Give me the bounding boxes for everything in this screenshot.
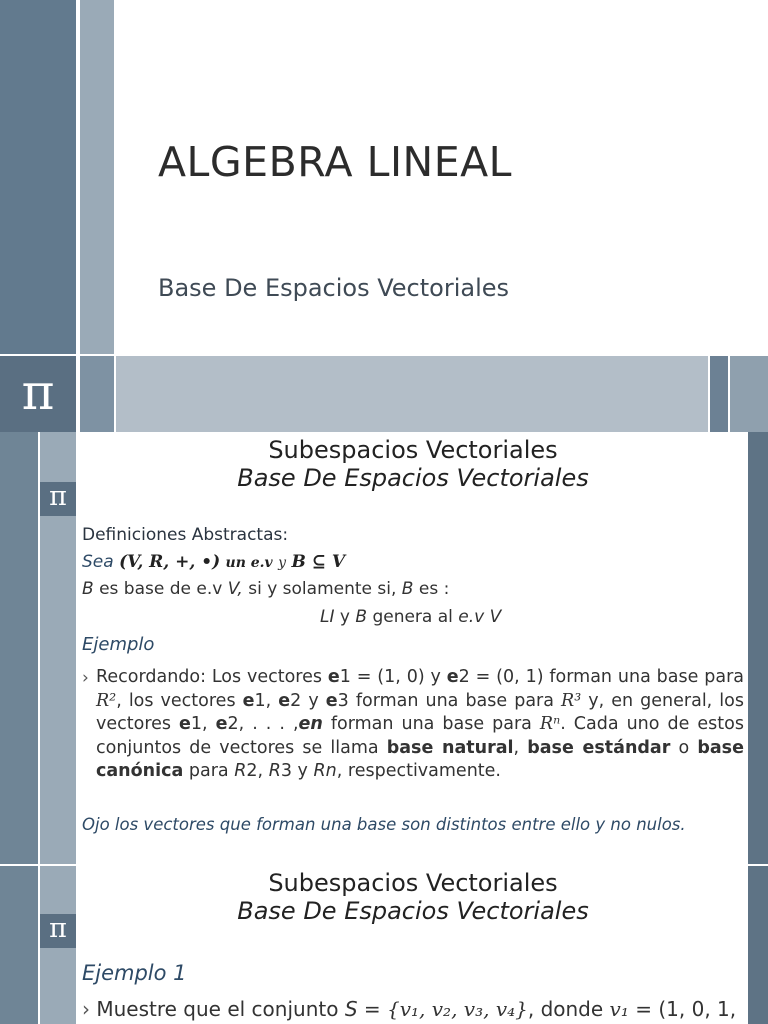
base-definition-line: B es base de e.v V, si y solamente si, B es : xyxy=(82,579,450,599)
example-paragraph: Recordando: Los vectores e1 = (1, 0) y e2 = (0, 1) forman una base para R², los vectores e1, e2 y e3 forman una base para R³ y, en general, los vectores e1, e2, . . . ,en forman una base para Rⁿ. Cada uno de estos conjuntos de vectores se llama base natural, base estándar o base canónica para R2, R3 y Rn, respectivamente. xyxy=(96,667,744,781)
slide1-subtitle: Base De Espacios Vectoriales xyxy=(158,274,510,302)
slide2-side-dark xyxy=(0,432,38,864)
slide2-title: Subespacios Vectoriales xyxy=(268,436,558,464)
slide3-subtitle: Base De Espacios Vectoriales xyxy=(237,897,589,925)
ojo-note: Ojo los vectores que forman una base son distintos entre ello y no nulos. xyxy=(82,815,686,834)
slide3-side-dark xyxy=(0,866,38,1024)
definitions-heading: Definiciones Abstractas: xyxy=(82,525,289,545)
band-block-c xyxy=(710,356,728,432)
slide3-title: Subespacios Vectoriales xyxy=(268,869,558,897)
slide3-pi-icon: π xyxy=(40,914,76,948)
band-block-d xyxy=(730,356,768,432)
band-block-b xyxy=(116,356,708,432)
slide1-light-bar xyxy=(80,0,114,354)
slide3-right-bar xyxy=(748,866,768,1024)
li-genera-line: LI y B genera al e.v V xyxy=(320,607,502,627)
example1-line: › Muestre que el conjunto S = {v₁, v₂, v₃, v₄}, donde v₁ = (1, 0, 1, xyxy=(82,997,737,1021)
slide1-dark-bar xyxy=(0,0,76,354)
pi-icon: π xyxy=(0,356,76,432)
slide-divider xyxy=(0,864,768,866)
slide2-right-bar xyxy=(748,432,768,864)
band-block-a xyxy=(80,356,114,432)
sea-line: Sea (V, R, +, •) un e.v y B ⊆ V xyxy=(82,552,346,572)
ejemplo-heading: Ejemplo xyxy=(82,634,155,655)
slide2-subtitle: Base De Espacios Vectoriales xyxy=(237,464,589,492)
bullet-marker: › xyxy=(82,668,89,688)
ejemplo1-heading: Ejemplo 1 xyxy=(82,961,187,985)
slide1-title: ALGEBRA LINEAL xyxy=(158,138,512,186)
slide2-pi-icon: π xyxy=(40,482,76,516)
